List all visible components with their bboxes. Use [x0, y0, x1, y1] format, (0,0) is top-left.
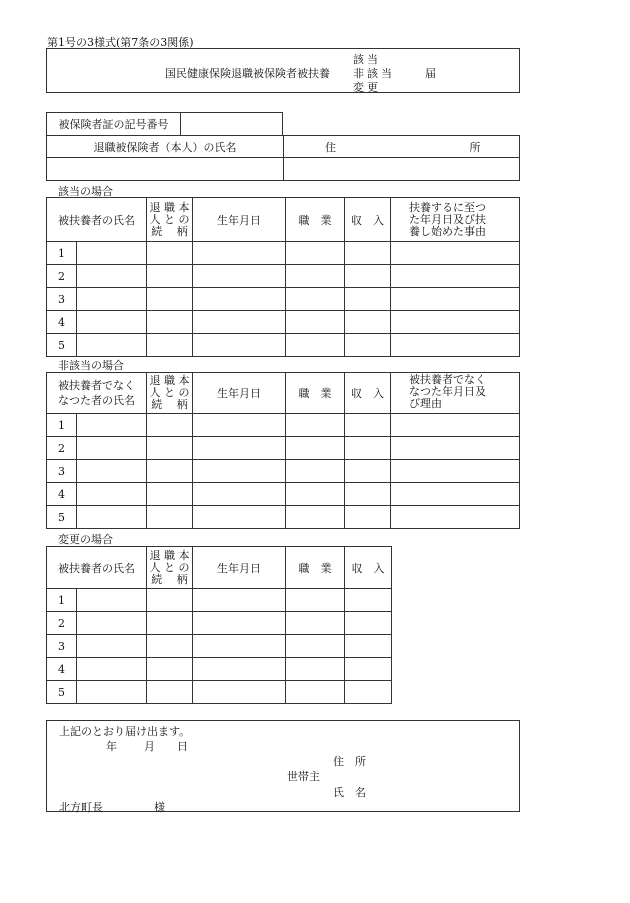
dob-field[interactable]	[193, 612, 286, 635]
job-field[interactable]	[286, 334, 345, 357]
gaitou-col-relation-1: 退 職 本	[149, 200, 190, 214]
job-field[interactable]	[286, 460, 345, 483]
address-label-1: 住	[325, 140, 336, 154]
row-number-cell	[47, 681, 147, 704]
dob-field[interactable]	[193, 334, 286, 357]
gaitou-table	[46, 197, 520, 357]
gaitou-col-reason	[391, 198, 520, 242]
higaitou-col-reason-3: び理由	[409, 397, 442, 410]
row-number: 1	[47, 589, 77, 611]
henkou-col-relation-1: 退 職 本	[149, 548, 190, 562]
reason-field[interactable]	[391, 288, 520, 311]
henkou-table	[46, 546, 392, 704]
reason-field[interactable]	[391, 414, 520, 437]
row-number: 5	[47, 681, 77, 703]
row-number: 5	[47, 334, 77, 356]
row-number-cell	[47, 437, 147, 460]
table-row	[47, 334, 520, 357]
gaitou-col-dob: 生年月日	[193, 198, 286, 242]
row-number-cell	[47, 460, 147, 483]
table-row	[47, 437, 520, 460]
gaitou-col-relation-3: 続 柄	[151, 224, 188, 238]
dob-field[interactable]	[193, 658, 286, 681]
dob-field[interactable]	[193, 288, 286, 311]
dob-field[interactable]	[193, 242, 286, 265]
job-field[interactable]	[286, 311, 345, 334]
income-field[interactable]	[345, 414, 391, 437]
row-number-cell	[47, 334, 147, 357]
job-field[interactable]	[286, 681, 345, 704]
relation-field[interactable]	[147, 242, 193, 265]
dob-field[interactable]	[193, 681, 286, 704]
higaitou-col-name	[47, 373, 147, 414]
name-field[interactable]	[77, 612, 146, 634]
name-field[interactable]	[77, 414, 146, 436]
row-number-cell	[47, 242, 147, 265]
reason-field[interactable]	[391, 265, 520, 288]
row-number: 4	[47, 311, 77, 333]
name-field[interactable]	[77, 265, 146, 287]
table-row	[47, 288, 520, 311]
reason-field[interactable]	[391, 437, 520, 460]
henkou-col-dob: 生年月日	[193, 547, 286, 589]
henkou-col-relation	[147, 547, 193, 589]
henkou-col-relation-3: 続 柄	[151, 572, 188, 586]
row-number: 4	[47, 658, 77, 680]
income-field[interactable]	[345, 483, 391, 506]
table-row	[47, 658, 392, 681]
table-row	[47, 506, 520, 529]
job-field[interactable]	[286, 612, 345, 635]
dob-field[interactable]	[193, 506, 286, 529]
relation-field[interactable]	[147, 681, 193, 704]
table-row	[47, 242, 520, 265]
row-number: 1	[47, 242, 77, 264]
row-number: 1	[47, 414, 77, 436]
income-field[interactable]	[345, 242, 391, 265]
reason-field[interactable]	[391, 311, 520, 334]
row-number-cell	[47, 265, 147, 288]
row-number-cell	[47, 635, 147, 658]
job-field[interactable]	[286, 414, 345, 437]
relation-field[interactable]	[147, 506, 193, 529]
row-number: 4	[47, 483, 77, 505]
income-field[interactable]	[345, 635, 392, 658]
row-number: 5	[47, 506, 77, 528]
dob-field[interactable]	[193, 483, 286, 506]
row-number: 2	[47, 612, 77, 634]
gaitou-col-income: 収 入	[345, 198, 391, 242]
row-number-cell	[47, 589, 147, 612]
form-title: 国民健康保険退職被保険者被扶養	[165, 67, 330, 80]
income-field[interactable]	[345, 681, 392, 704]
job-field[interactable]	[286, 658, 345, 681]
job-field[interactable]	[286, 635, 345, 658]
job-field[interactable]	[286, 242, 345, 265]
section-gaitou-heading: 該当の場合	[58, 185, 113, 198]
row-number-cell	[47, 414, 147, 437]
address-label-2: 所	[469, 140, 481, 154]
job-field[interactable]	[286, 483, 345, 506]
householder-name-label: 氏 名	[333, 786, 366, 799]
relation-field[interactable]	[147, 311, 193, 334]
insured-address-field[interactable]	[284, 158, 520, 181]
table-row	[47, 612, 392, 635]
relation-field[interactable]	[147, 460, 193, 483]
title-option-higaitou: 非該当	[353, 67, 395, 80]
income-field[interactable]	[345, 658, 392, 681]
title-box	[46, 48, 520, 93]
addressee-honorific: 様	[154, 801, 165, 814]
gaitou-col-reason-1: 扶養するに至つ	[409, 200, 486, 214]
income-field[interactable]	[345, 288, 391, 311]
higaitou-col-relation-1: 退 職 本	[149, 374, 190, 387]
card-number-label: 被保険者証の記号番号	[47, 113, 181, 136]
job-field[interactable]	[286, 288, 345, 311]
income-field[interactable]	[345, 311, 391, 334]
gaitou-col-reason-2: た年月日及び扶	[409, 212, 486, 226]
gaitou-col-job: 職 業	[286, 198, 345, 242]
income-field[interactable]	[345, 334, 391, 357]
table-row	[47, 414, 520, 437]
card-number-table	[46, 112, 283, 136]
row-number-cell	[47, 612, 147, 635]
dob-field[interactable]	[193, 265, 286, 288]
section-higaitou-heading: 非該当の場合	[58, 359, 124, 372]
relation-field[interactable]	[147, 288, 193, 311]
name-field[interactable]	[77, 506, 146, 528]
relation-field[interactable]	[147, 589, 193, 612]
job-field[interactable]	[286, 265, 345, 288]
name-field[interactable]	[77, 681, 146, 703]
income-field[interactable]	[345, 437, 391, 460]
section-henkou-heading: 変更の場合	[58, 533, 113, 546]
table-row	[47, 483, 520, 506]
name-field[interactable]	[77, 589, 146, 611]
henkou-col-job: 職 業	[286, 547, 345, 589]
dob-field[interactable]	[193, 437, 286, 460]
householder-address-label: 住 所	[333, 755, 366, 768]
henkou-col-relation-2: 人 と の	[149, 560, 190, 574]
name-field[interactable]	[77, 311, 146, 333]
job-field[interactable]	[286, 437, 345, 460]
higaitou-col-dob: 生年月日	[193, 373, 286, 414]
higaitou-col-reason-1: 被扶養者でなく	[409, 373, 486, 386]
name-field[interactable]	[77, 635, 146, 657]
name-field[interactable]	[77, 288, 146, 310]
name-field[interactable]	[77, 334, 146, 356]
reason-field[interactable]	[391, 460, 520, 483]
higaitou-col-relation	[147, 373, 193, 414]
reason-field[interactable]	[391, 483, 520, 506]
dob-field[interactable]	[193, 414, 286, 437]
table-row	[47, 589, 392, 612]
addressee: 北方町長	[59, 801, 103, 814]
income-field[interactable]	[345, 589, 392, 612]
row-number-cell	[47, 288, 147, 311]
row-number-cell	[47, 506, 147, 529]
higaitou-col-name-2: なつた者の氏名	[58, 394, 135, 407]
higaitou-col-relation-3: 続 柄	[151, 398, 188, 411]
dob-field[interactable]	[193, 589, 286, 612]
row-number-cell	[47, 311, 147, 334]
higaitou-col-name-1: 被扶養者でなく	[58, 379, 135, 392]
row-number: 2	[47, 265, 77, 287]
row-number-cell	[47, 483, 147, 506]
income-field[interactable]	[345, 460, 391, 483]
relation-field[interactable]	[147, 414, 193, 437]
insured-table	[46, 135, 520, 181]
reason-field[interactable]	[391, 334, 520, 357]
name-field[interactable]	[77, 437, 146, 459]
dob-field[interactable]	[193, 311, 286, 334]
relation-field[interactable]	[147, 437, 193, 460]
higaitou-col-reason	[391, 373, 520, 414]
insured-name-label: 退職被保険者（本人）の氏名	[47, 136, 284, 158]
form-id: 第1号の3様式(第7条の3関係)	[47, 36, 194, 49]
name-field[interactable]	[77, 658, 146, 680]
table-row	[47, 311, 520, 334]
reason-field[interactable]	[391, 242, 520, 265]
table-row	[47, 635, 392, 658]
gaitou-col-relation-2: 人 と の	[149, 212, 190, 226]
insured-name-field[interactable]	[47, 158, 284, 181]
title-suffix: 届	[425, 67, 436, 80]
relation-field[interactable]	[147, 635, 193, 658]
date-month-label: 月	[144, 740, 155, 753]
relation-field[interactable]	[147, 334, 193, 357]
higaitou-col-reason-2: なつた年月日及	[409, 385, 486, 398]
date-year-label: 年	[106, 740, 117, 753]
row-number: 3	[47, 460, 77, 482]
gaitou-col-reason-3: 養し始めた事由	[409, 224, 486, 238]
relation-field[interactable]	[147, 483, 193, 506]
table-row	[47, 681, 392, 704]
relation-field[interactable]	[147, 612, 193, 635]
income-field[interactable]	[345, 612, 392, 635]
insured-address-label	[284, 136, 520, 158]
income-field[interactable]	[345, 265, 391, 288]
henkou-col-income: 収 入	[345, 547, 392, 589]
job-field[interactable]	[286, 506, 345, 529]
relation-field[interactable]	[147, 265, 193, 288]
higaitou-col-income: 収 入	[345, 373, 391, 414]
title-option-henkou: 変更	[353, 81, 381, 94]
declaration-box	[46, 720, 520, 812]
henkou-col-name: 被扶養者の氏名	[47, 547, 147, 589]
job-field[interactable]	[286, 589, 345, 612]
relation-field[interactable]	[147, 658, 193, 681]
dob-field[interactable]	[193, 460, 286, 483]
householder-label: 世帯主	[287, 770, 320, 783]
higaitou-col-job: 職 業	[286, 373, 345, 414]
higaitou-col-relation-2: 人 と の	[149, 386, 190, 399]
reason-field[interactable]	[391, 506, 520, 529]
row-number-cell	[47, 658, 147, 681]
row-number: 3	[47, 288, 77, 310]
gaitou-col-name: 被扶養者の氏名	[47, 198, 147, 242]
row-number: 3	[47, 635, 77, 657]
table-row	[47, 460, 520, 483]
row-number: 2	[47, 437, 77, 459]
gaitou-col-relation	[147, 198, 193, 242]
dob-field[interactable]	[193, 635, 286, 658]
title-option-gaitou: 該当	[353, 53, 381, 66]
higaitou-table	[46, 372, 520, 529]
name-field[interactable]	[77, 483, 146, 505]
name-field[interactable]	[77, 242, 146, 264]
income-field[interactable]	[345, 506, 391, 529]
name-field[interactable]	[77, 460, 146, 482]
declaration-statement: 上記のとおり届け出ます。	[59, 725, 191, 738]
table-row	[47, 265, 520, 288]
date-day-label: 日	[177, 740, 188, 753]
card-number-field[interactable]	[181, 113, 283, 136]
